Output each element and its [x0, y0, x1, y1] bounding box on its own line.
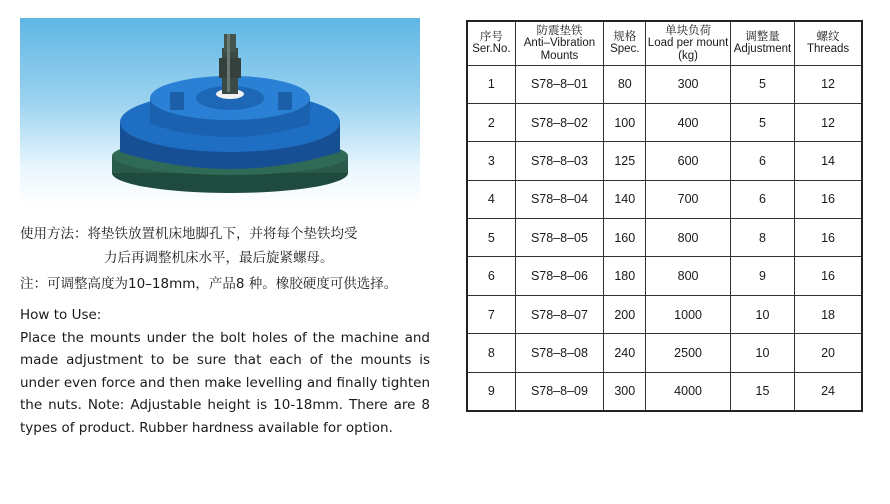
table-row [467, 180, 862, 218]
cell-model: S78–8–09 [515, 372, 603, 410]
table-row [467, 219, 862, 257]
cell-model: S78–8–01 [515, 65, 603, 103]
cell-ser-no: 6 [467, 257, 515, 295]
anti-vibration-mount-illustration [20, 18, 420, 206]
product-photo [20, 18, 420, 206]
cell-spec: 300 [604, 372, 646, 410]
cell-ser-no: 8 [467, 334, 515, 372]
cell-ser-no: 5 [467, 219, 515, 257]
cell-load: 4000 [646, 372, 730, 410]
cell-spec: 125 [604, 142, 646, 180]
cell-adjustment: 6 [730, 180, 794, 218]
cell-ser-no: 3 [467, 142, 515, 180]
header-load: 单块负荷 Load per mount (kg) [646, 21, 730, 65]
cell-spec: 180 [604, 257, 646, 295]
chinese-description [20, 222, 430, 296]
table-row [467, 103, 862, 141]
en-body: Place the mounts under the bolt holes of the machine and made adjustment to be sure that each of the mounts is under even force and then make levelling and finally tighten the nuts. Note: Adjustable height is 10-18mm. There are 8 types of product. Rubber hardness available for option. [20, 329, 430, 436]
cell-adjustment: 8 [730, 219, 794, 257]
table-header-row [467, 21, 862, 65]
cell-threads: 24 [795, 372, 862, 410]
cell-ser-no: 2 [467, 103, 515, 141]
spec-table [466, 20, 863, 412]
cell-adjustment: 5 [730, 65, 794, 103]
cell-spec: 240 [604, 334, 646, 372]
table-row [467, 257, 862, 295]
cell-threads: 12 [795, 103, 862, 141]
cell-spec: 140 [604, 180, 646, 218]
cell-model: S78–8–04 [515, 180, 603, 218]
cell-spec: 160 [604, 219, 646, 257]
cell-threads: 16 [795, 180, 862, 218]
header-adjustment: 调整量 Adjustment [730, 21, 794, 65]
header-ser-no: 序号 Ser.No. [467, 21, 515, 65]
en-heading: How to Use: [20, 307, 102, 323]
cell-ser-no: 7 [467, 295, 515, 333]
cell-threads: 18 [795, 295, 862, 333]
cell-threads: 16 [795, 219, 862, 257]
table-row [467, 142, 862, 180]
header-threads: 螺纹 Threads [795, 21, 862, 65]
cn-note: 注：可调整高度为10–18mm，产品8 种。橡胶硬度可供选择。 [20, 276, 398, 292]
cell-adjustment: 6 [730, 142, 794, 180]
cell-spec: 100 [604, 103, 646, 141]
cell-model: S78–8–06 [515, 257, 603, 295]
header-spec: 规格 Spec. [604, 21, 646, 65]
cell-model: S78–8–03 [515, 142, 603, 180]
cell-load: 400 [646, 103, 730, 141]
cn-usage-line-2: 力后再调整机床水平，最后旋紧螺母。 [104, 250, 334, 266]
cell-load: 800 [646, 257, 730, 295]
cell-ser-no: 1 [467, 65, 515, 103]
header-mounts: 防震垫铁 Anti–Vibration Mounts [515, 21, 603, 65]
cell-load: 2500 [646, 334, 730, 372]
table-row [467, 372, 862, 410]
cell-adjustment: 5 [730, 103, 794, 141]
cell-threads: 16 [795, 257, 862, 295]
cell-load: 1000 [646, 295, 730, 333]
cell-adjustment: 15 [730, 372, 794, 410]
cell-model: S78–8–07 [515, 295, 603, 333]
cell-load: 800 [646, 219, 730, 257]
cell-threads: 14 [795, 142, 862, 180]
cell-model: S78–8–02 [515, 103, 603, 141]
cell-spec: 80 [604, 65, 646, 103]
cell-ser-no: 4 [467, 180, 515, 218]
table-row [467, 65, 862, 103]
cn-usage-line-1: 使用方法：将垫铁放置机床地脚孔下，并将每个垫铁均受 [20, 226, 358, 242]
cell-spec: 200 [604, 295, 646, 333]
english-description [20, 304, 430, 439]
table-row [467, 295, 862, 333]
cell-model: S78–8–05 [515, 219, 603, 257]
cell-adjustment: 9 [730, 257, 794, 295]
cell-load: 300 [646, 65, 730, 103]
cell-threads: 20 [795, 334, 862, 372]
cell-threads: 12 [795, 65, 862, 103]
cell-adjustment: 10 [730, 334, 794, 372]
cell-load: 700 [646, 180, 730, 218]
cell-load: 600 [646, 142, 730, 180]
cell-model: S78–8–08 [515, 334, 603, 372]
cell-ser-no: 9 [467, 372, 515, 410]
cell-adjustment: 10 [730, 295, 794, 333]
table-row [467, 334, 862, 372]
